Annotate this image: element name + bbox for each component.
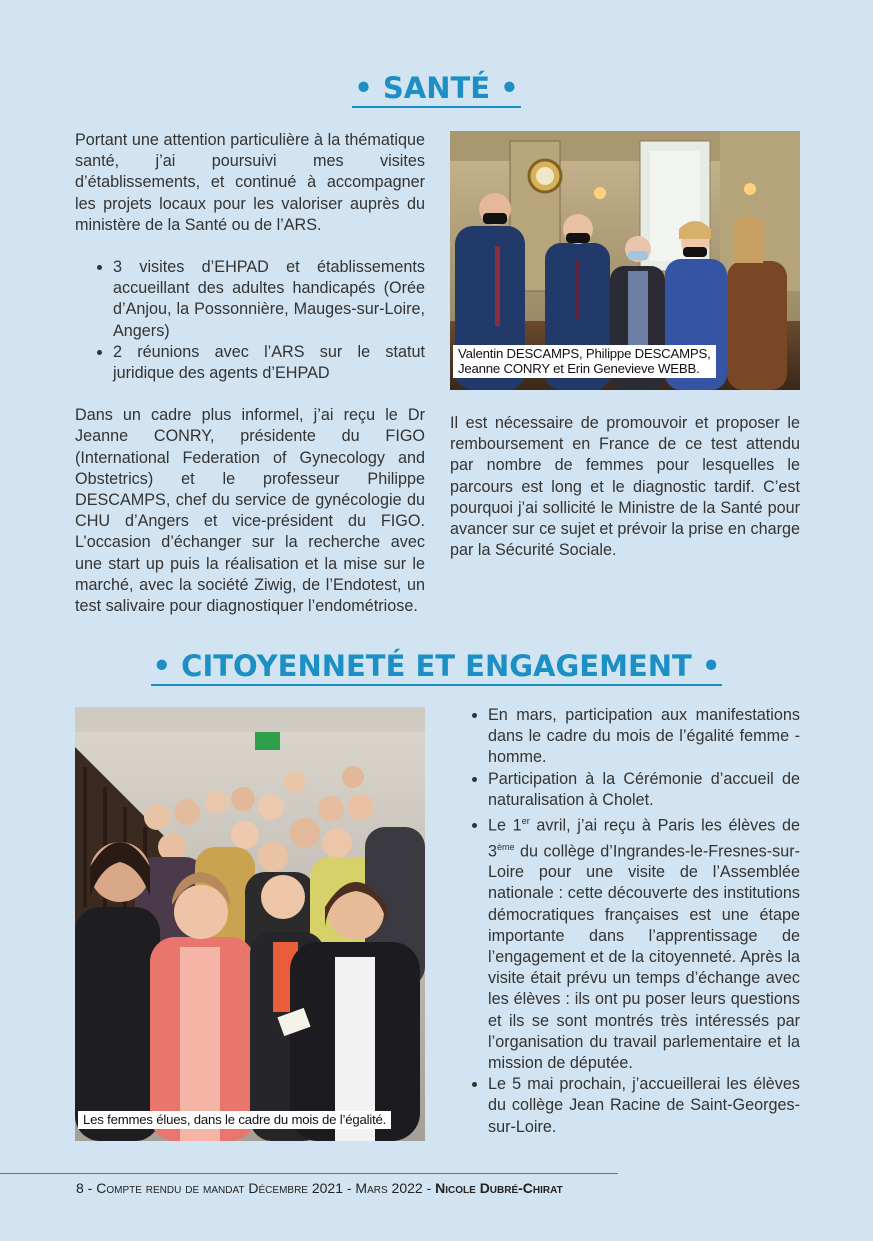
citoyennete-photo-illustration [75,707,425,1141]
page-footer [76,1180,563,1196]
sante-photo-caption [453,345,716,378]
footer-author: Nicole Dubré-Chirat [435,1180,563,1196]
caption-line: Valentin DESCAMPS, Philippe DESCAMPS, [458,346,711,361]
sante-bullet-list [75,257,425,384]
sante-intro: Portant une attention particulière à la thématique santé, j’ai poursuivi mes visites d’établissements, et continué à accompagner les projets locaux pour les valoriser auprès du ministère de la Santé ou de l’ARS. [75,131,425,234]
bullet-text: Le 1 [488,816,522,835]
sante-photo [450,131,800,390]
footer-rule [0,1173,618,1174]
list-item: • Le 5 mai prochain, j’accueillerai les élèves du collège Jean Racine de Saint-Georges-sur-Loire. [488,1074,800,1138]
sante-left-column [75,130,425,617]
sante-right-text: Il est nécessaire de promouvoir et proposer le remboursement en France de ce test attendu par nombre de femmes pour lesquelles le parcours est long et le diagnostic tardif. C’est pourquoi j’ai sollicité le Ministre de la Santé pour avancer sur ce sujet et prévoir la prise en charge par la Sécurité Sociale. [450,414,801,560]
sante-right-column [450,413,800,561]
citoyennete-right-column [450,705,800,1138]
list-item: • Participation à la Cérémonie d’accueil de naturalisation à Cholet. [488,769,800,811]
list-item: • 2 réunions avec l’ARS sur le statut juridique des agents d’EHPAD [113,342,425,384]
citoyennete-photo [75,707,425,1141]
sante-informal: Dans un cadre plus informel, j’ai reçu le Dr Jeanne CONRY, présidente du FIGO (International Federation of Gynecology and Obstetrics) et le professeur Philippe DESCAMPS, chef du service de gynécologie du CHU d’Angers et vice-président du FIGO. L’occasion d’échanger sur la recherche avec une start up puis la réalisation et la mise sur le marché, avec la société Ziwig, de l’Endotest, un test salivaire pour diagnostiquer l’endométriose. [75,406,425,616]
list-item: • 3 visites d’EHPAD et établissements accueillant des adultes handicapés (Orée d’Anjou, la Possonnière, Mauges-sur-Loire, Angers) [113,257,425,342]
citoyennete-bullet-list [450,705,800,1138]
page-number: 8 [76,1180,84,1196]
caption-line: Les femmes élues, dans le cadre du mois de l’égalité. [83,1112,387,1127]
section-title-sante-text: • SANTÉ • [352,70,520,108]
section-title-citoyennete [0,648,873,686]
bullet-text: avril, j’ai reçu à Paris les élèves de 3 [488,816,801,860]
caption-line: Jeanne CONRY et Erin Genevieve WEBB. [458,361,700,376]
superscript: ème [497,841,515,852]
section-title-sante [0,70,873,108]
list-item: • En mars, participation aux manifestations dans le cadre du mois de l’égalité femme - homme. [488,705,800,769]
section-title-citoyennete-text: • CITOYENNETÉ ET ENGAGEMENT • [151,648,723,686]
citoyennete-photo-caption [78,1111,391,1129]
footer-text: - Compte rendu de mandat Décembre 2021 - Mars 2022 - [83,1180,436,1196]
list-item [488,811,800,1074]
bullet-text: du collège d’Ingrandes-le-Fresnes-sur-Loire pour une visite de l’Assemblée nationale : cette découverte des institutions démocratiques françaises est une étape importante dans l’apprentissage de l’engagement et de la citoyenneté. Après la visite était prévu un temps d’échange avec les élèves : ils ont pu poser leurs questions et ils se sont montrés très intéressés par l’organisation du travail parlementaire et la mission de députée. [488,842,800,1073]
superscript: er [521,816,530,827]
